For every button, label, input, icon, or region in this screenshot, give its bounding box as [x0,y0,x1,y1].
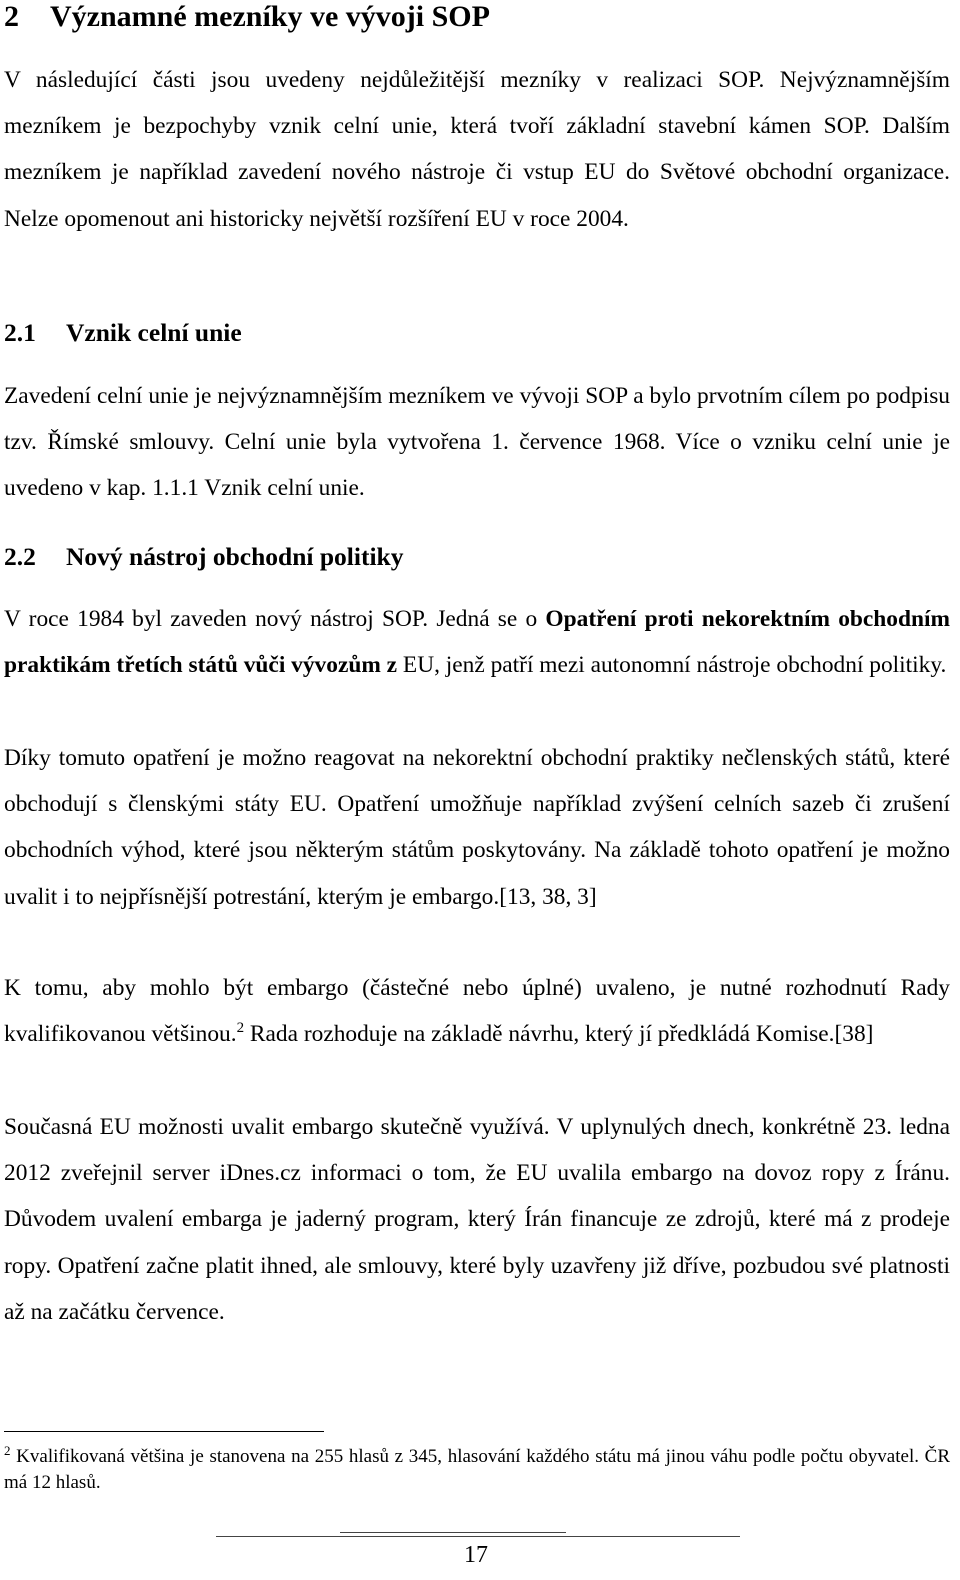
chapter-heading [4,0,490,34]
section-2-2-paragraph-1 [4,596,950,688]
section-2-2-paragraph-3 [4,965,950,1057]
section-title: Nový nástroj obchodní politiky [66,542,404,571]
section-2-2-paragraph-2: Díky tomuto opatření je možno reagovat na nekorektní obchodní praktiky nečlenských států, které obchodují s členskými státy EU. Opatření umožňuje například zvýšení celních sazeb či zrušení obchodních výhod, které jsou některým státům poskytovány. Na základě tohoto opatření je možno uvalit i to nejpřísnější potrestání, kterým je embargo.[13, 38, 3] [4,745,950,910]
chapter-title: Významné mezníky ve vývoji SOP [50,0,490,33]
paragraph-text: K tomu, aby mohlo být embargo (částečné nebo úplné) uvaleno, je nutné rozhodnutí Rady kvalifikovanou většinou. [4,975,950,1048]
paragraph-lead: V roce 1984 byl zaveden nový nástroj SOP. Jedná se o [4,606,546,632]
footnote [4,1444,950,1496]
footnote-separator [4,1431,324,1432]
section-2-1-paragraph: Zavedení celní unie je nejvýznamnějším mezníkem ve vývoji SOP a bylo prvotním cílem po podpisu tzv. Římské smlouvy. Celní unie byla vytvořena 1. července 1968. Více o vzniku celní unie je uvedeno v kap. 1.1.1 Vznik celní unie. [4,383,950,502]
paragraph-tail: EU, jenž patří mezi autonomní nástroje obchodní politiky. [397,652,947,679]
footnote-mark: 2 [4,1443,11,1458]
section-number: 2.1 [4,318,36,347]
footnote-text: Kvalifikovaná většina je stanovena na 255 hlasů z 345, hlasování každého státu má jinou váhu podle počtu obyvatel. ČR má 12 hlasů. [4,1446,950,1493]
paragraph-text: Rada rozhoduje na základě návrhu, který jí předkládá Komise.[38] [244,1021,874,1048]
section-number: 2.2 [4,542,36,571]
footnote-reference: 2 [236,1020,245,1037]
section-heading-2-1 [4,318,242,348]
section-title: Vznik celní unie [66,318,242,347]
footer-rule [340,1532,566,1533]
chapter-number: 2 [4,0,19,33]
section-2-2-paragraph-4: Současná EU možnosti uvalit embargo skutečně využívá. V uplynulých dnech, konkrétně 23. ledna 2012 zveřejnil server iDnes.cz informaci o tom, že EU uvalila embargo na dovoz ropy z Íránu. Důvodem uvalení embarga je jaderný program, který Írán financuje ze zdrojů, které má z prodeje ropy. Opatření začne platit ihned, ale smlouvy, které byly uzavřeny již dříve, pozbudou své platnosti až na začátku července. [4,1114,950,1325]
intro-paragraph: V následující části jsou uvedeny nejdůležitější mezníky v realizaci SOP. Nejvýznamnějším mezníkem je bezpochyby vznik celní unie, která tvoří základní stavební kámen SOP. Dalším mezníkem je například zavedení nového nástroje či vstup EU do Světové obchodní organizace. Nelze opomenout ani historicky největší rozšíření EU v roce 2004. [4,67,950,232]
page-number: 17 [464,1542,488,1568]
footer-rule [216,1536,740,1537]
section-heading-2-2 [4,542,403,572]
emphasized-measure-name: Opatření proti nekorektním obchodním praktikám třetích států vůči vývozům z [4,606,950,679]
